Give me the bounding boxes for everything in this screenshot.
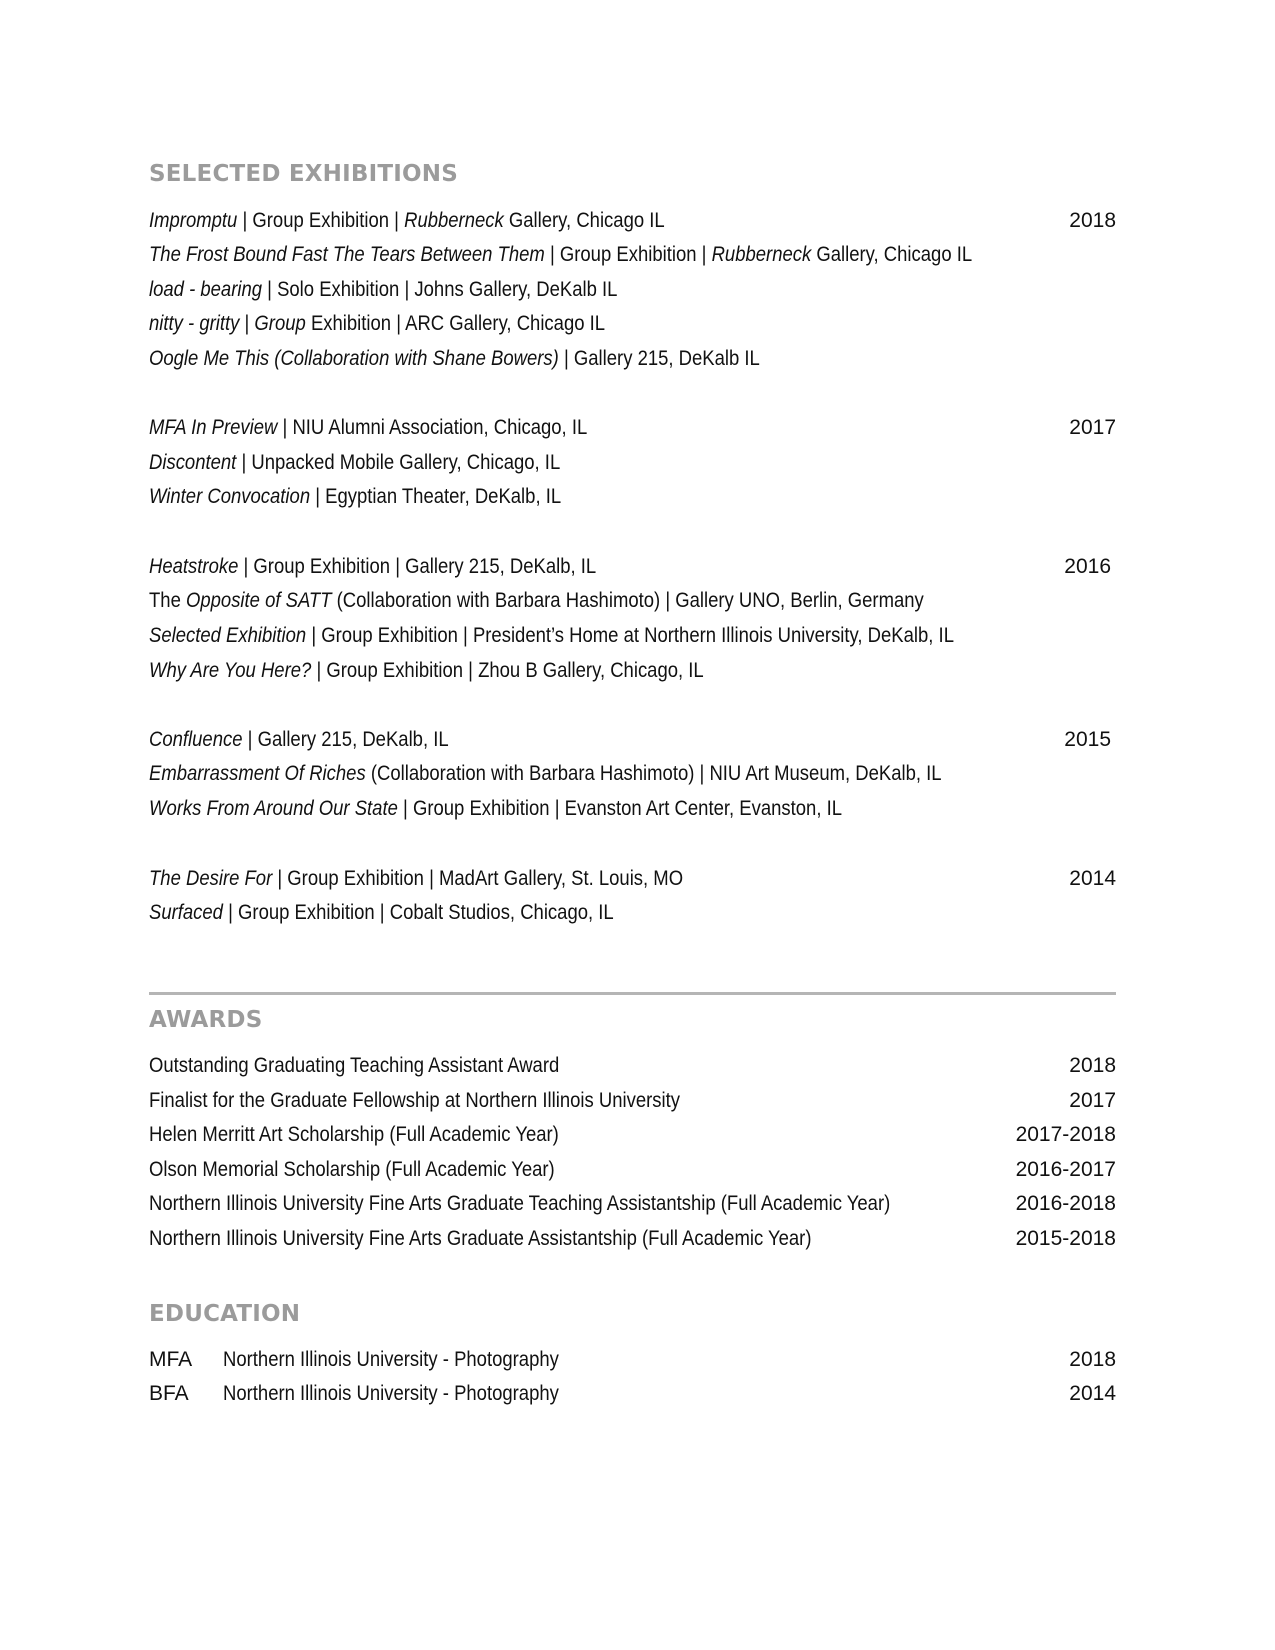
exhibition-year: 2016	[1064, 555, 1111, 578]
award-label: Outstanding Graduating Teaching Assistant Award	[149, 1054, 560, 1077]
section-divider	[149, 992, 1116, 995]
exhibition-year: 2014	[1069, 867, 1116, 890]
exhibition-detail: | Group Exhibition |	[237, 209, 405, 232]
exhibition-year: 2015	[1064, 728, 1111, 751]
award-label: Helen Merritt Art Scholarship (Full Academic Year)	[149, 1123, 559, 1146]
exhibition-detail: | Gallery 215, DeKalb, IL	[242, 728, 449, 751]
exhibition-title: The Frost Bound Fast The Tears Between Them	[149, 243, 545, 266]
exhibition-detail: | Group Exhibition | Cobalt Studios, Chicago, IL	[222, 901, 614, 924]
exhibition-detail: | NIU Alumni Association, Chicago, IL	[277, 416, 588, 439]
exhibition-title: Why Are You Here?	[149, 659, 312, 682]
exhibition-entry	[149, 344, 1116, 374]
exhibition-title: Selected Exhibition	[149, 624, 307, 647]
exhibition-year: 2017	[1069, 416, 1116, 439]
exhibition-text	[149, 794, 842, 824]
exhibition-detail: (Collaboration with Barbara Hashimoto) | Gallery UNO, Berlin, Germany	[331, 589, 924, 612]
exhibition-title: Works From Around Our State	[149, 797, 398, 820]
exhibition-title: Group	[254, 312, 306, 335]
exhibition-detail: | Gallery 215, DeKalb IL	[558, 347, 760, 370]
education-entry	[149, 1379, 1116, 1409]
degree-year: 2018	[1069, 1348, 1116, 1371]
exhibition-entry	[149, 586, 1116, 616]
exhibition-detail: | Group Exhibition | Evanston Art Center, Evanston, IL	[397, 797, 842, 820]
award-entry	[149, 1155, 1116, 1185]
exhibition-entry	[149, 552, 1116, 582]
exhibition-title: nitty - gritty	[149, 312, 240, 335]
exhibition-text	[149, 275, 617, 305]
award-year: 2018	[1069, 1054, 1116, 1077]
exhibition-title: Opposite of SATT	[185, 589, 332, 612]
degree-label: BFA	[149, 1382, 189, 1405]
exhibition-year: 2018	[1069, 209, 1116, 232]
exhibition-entry	[149, 309, 1116, 339]
exhibition-text	[149, 206, 665, 236]
exhibition-text	[149, 759, 942, 789]
exhibition-detail: | Egyptian Theater, DeKalb, IL	[310, 485, 562, 508]
exhibition-detail: Gallery, Chicago IL	[503, 209, 665, 232]
exhibition-title: Impromptu	[149, 209, 238, 232]
exhibition-text	[149, 448, 560, 478]
exhibition-detail: | Group Exhibition |	[544, 243, 712, 266]
exhibition-text	[149, 586, 924, 616]
exhibition-detail: | Group Exhibition | Gallery 215, DeKalb, IL	[238, 555, 597, 578]
exhibition-entry	[149, 794, 1116, 824]
exhibition-entry	[149, 482, 1116, 512]
award-entry	[149, 1051, 1116, 1081]
exhibition-detail: | Group Exhibition | MadArt Gallery, St. Louis, MO	[272, 867, 684, 890]
exhibition-text	[149, 725, 449, 755]
exhibition-detail: Gallery, Chicago IL	[811, 243, 973, 266]
exhibition-title: Discontent	[149, 451, 237, 474]
exhibition-detail: | Solo Exhibition | Johns Gallery, DeKalb IL	[262, 278, 618, 301]
exhibition-text	[149, 309, 605, 339]
award-label: Northern Illinois University Fine Arts Graduate Assistantship (Full Academic Year)	[149, 1227, 812, 1250]
award-entry	[149, 1189, 1116, 1219]
exhibition-text	[149, 344, 760, 374]
exhibition-detail: The	[149, 589, 186, 612]
exhibition-title: Surfaced	[149, 901, 223, 924]
exhibition-detail: | Unpacked Mobile Gallery, Chicago, IL	[236, 451, 561, 474]
exhibition-title: Winter Convocation	[149, 485, 311, 508]
exhibition-entry	[149, 759, 1116, 789]
exhibition-entry	[149, 656, 1116, 686]
exhibition-entry	[149, 448, 1116, 478]
degree-detail: Northern Illinois University - Photography	[223, 1348, 559, 1371]
exhibition-text	[149, 482, 561, 512]
education-entry	[149, 1345, 1116, 1375]
awards-heading: AWARDS	[149, 1007, 263, 1033]
award-entry	[149, 1224, 1116, 1254]
exhibition-detail: (Collaboration with Barbara Hashimoto) | NIU Art Museum, DeKalb, IL	[365, 762, 942, 785]
award-label: Northern Illinois University Fine Arts Graduate Teaching Assistantship (Full Academic Year)	[149, 1192, 891, 1215]
exhibition-text	[149, 621, 954, 651]
exhibitions-heading: SELECTED EXHIBITIONS	[149, 161, 458, 187]
award-year: 2017	[1069, 1089, 1116, 1112]
exhibition-entry	[149, 898, 1116, 928]
exhibition-detail: |	[239, 312, 255, 335]
degree-detail: Northern Illinois University - Photography	[223, 1382, 559, 1405]
exhibition-title: Rubberneck	[711, 243, 812, 266]
exhibition-detail: | Group Exhibition | President’s Home at Northern Illinois University, DeKalb, IL	[306, 624, 954, 647]
exhibition-text	[149, 413, 587, 443]
award-year: 2016-2017	[1015, 1158, 1116, 1181]
exhibition-title: The Desire For	[149, 867, 273, 890]
exhibition-entry	[149, 206, 1116, 236]
exhibition-text	[149, 864, 683, 894]
exhibition-text	[149, 552, 596, 582]
exhibition-text	[149, 898, 614, 928]
exhibition-entry	[149, 864, 1116, 894]
exhibition-title: Oogle Me This (Collaboration with Shane Bowers)	[149, 347, 559, 370]
exhibition-detail: Exhibition | ARC Gallery, Chicago IL	[305, 312, 606, 335]
exhibition-text	[149, 656, 704, 686]
exhibition-text	[149, 240, 972, 270]
exhibition-entry	[149, 413, 1116, 443]
exhibition-detail: | Group Exhibition | Zhou B Gallery, Chicago, IL	[311, 659, 704, 682]
education-heading: EDUCATION	[149, 1301, 301, 1327]
award-year: 2017-2018	[1015, 1123, 1116, 1146]
degree-label: MFA	[149, 1348, 193, 1371]
exhibition-title: Confluence	[149, 728, 243, 751]
award-entry	[149, 1086, 1116, 1116]
exhibition-entry	[149, 240, 1116, 270]
degree-year: 2014	[1069, 1382, 1116, 1405]
award-entry	[149, 1120, 1116, 1150]
award-label: Olson Memorial Scholarship (Full Academic Year)	[149, 1158, 555, 1181]
exhibition-title: load - bearing	[149, 278, 263, 301]
award-year: 2015-2018	[1015, 1227, 1116, 1250]
exhibition-entry	[149, 621, 1116, 651]
exhibition-title: Heatstroke	[149, 555, 239, 578]
award-year: 2016-2018	[1015, 1192, 1116, 1215]
exhibition-entry	[149, 725, 1116, 755]
exhibition-title: MFA In Preview	[149, 416, 278, 439]
award-label: Finalist for the Graduate Fellowship at Northern Illinois University	[149, 1089, 681, 1112]
exhibition-entry	[149, 275, 1116, 305]
exhibition-title: Embarrassment Of Riches	[149, 762, 366, 785]
exhibition-title: Rubberneck	[404, 209, 504, 232]
